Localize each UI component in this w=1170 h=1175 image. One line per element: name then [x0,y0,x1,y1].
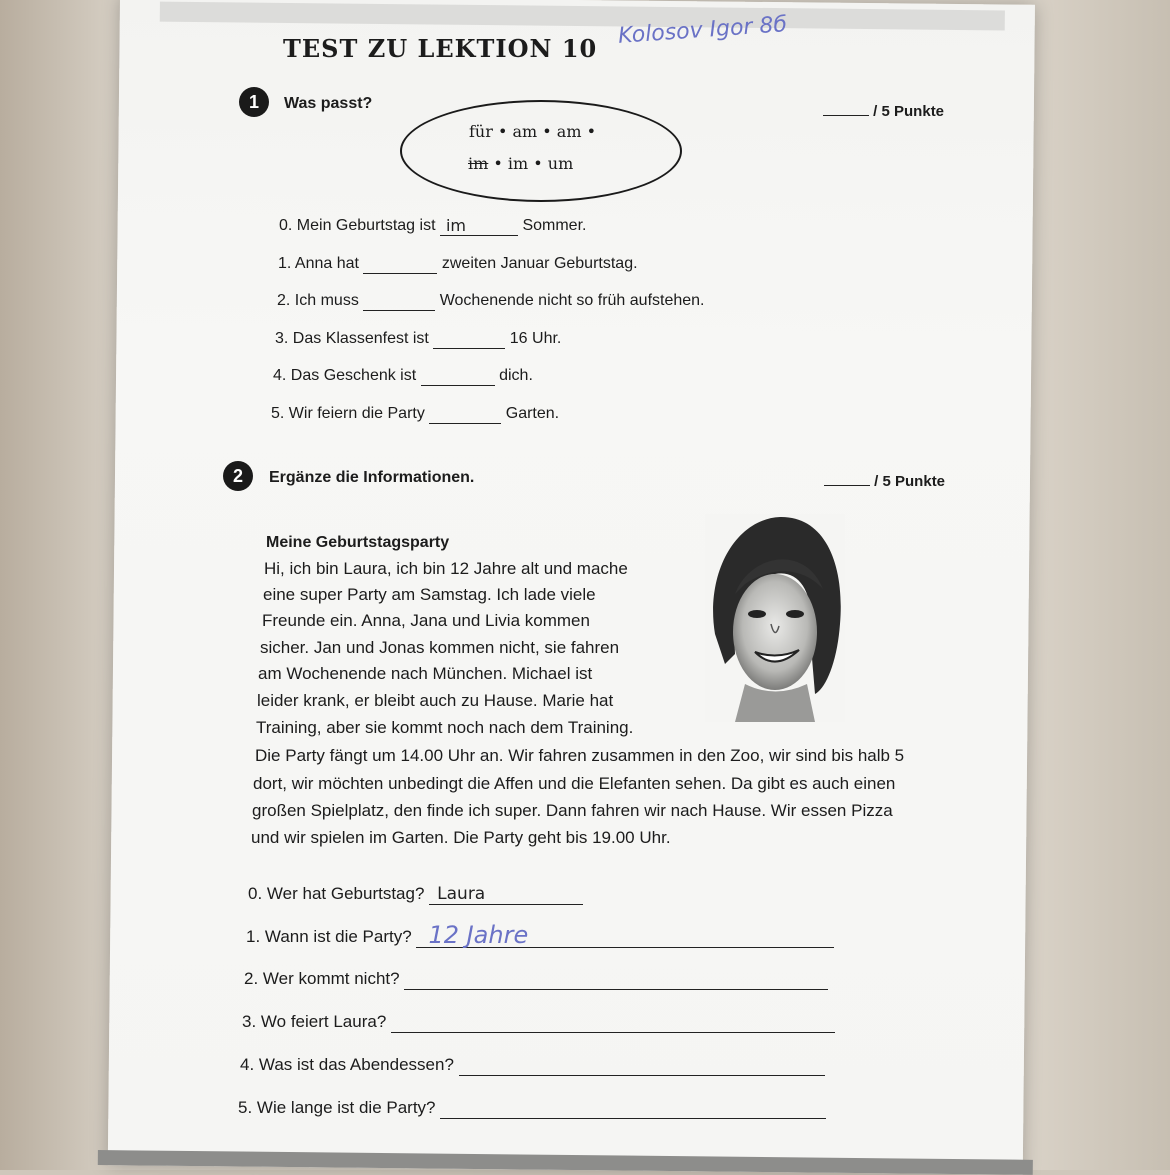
question-number: 3. [242,1012,257,1031]
exercise-1-instruction: Was passt? [284,95,373,112]
answer-line[interactable] [459,1055,825,1076]
question-text: Wie lange ist die Party? [256,1098,436,1117]
story-line: Hi, ich bin Laura, ich bin 12 Jahre alt und mache [264,559,628,578]
item-text-before: Das Klassenfest ist [292,330,429,347]
story-title: Meine Geburtstagsparty [266,534,450,551]
story-line: dort, wir möchten unbedingt die Affen und die Elefanten sehen. Da gibt es auch einen [253,774,896,793]
answer-line[interactable] [416,921,834,949]
answer-line[interactable] [429,884,583,905]
word-box-struck-word: im [468,154,489,173]
exercise-2-points [824,473,945,490]
story-line: Freunde ein. Anna, Jana und Livia kommen [262,611,590,630]
ex1-item-1 [278,255,638,274]
question-text: Wo feiert Laura? [260,1012,387,1031]
scan-shadow-top [160,2,1005,31]
exercise-1-points [823,103,944,120]
handwritten-name: Kolosov Igor 8б [617,12,788,49]
points-blank[interactable] [823,115,869,116]
ex1-item-2 [277,292,705,311]
item-number: 4. [273,367,287,384]
word-box-line2 [468,154,573,173]
story-line: sicher. Jan und Jonas kommen nicht, sie fahren [260,638,620,657]
scan-shadow-bottom [98,1150,1033,1175]
girl-portrait-photo [705,514,845,722]
item-text-after: 16 Uhr. [509,330,562,347]
question-text: Wer hat Geburtstag? [266,884,425,903]
answer-text: Laura [437,884,486,904]
item-text-before: Wir feiern die Party [288,405,425,422]
item-number: 5. [271,405,285,422]
word-box-oval [400,100,682,202]
ex2-question-2 [244,969,828,990]
story-line: und wir spielen im Garten. Die Party geht bis 19.00 Uhr. [251,828,671,847]
question-number: 4. [240,1055,255,1074]
item-text-before: Ich muss [294,292,359,309]
item-text-after: Wochenende nicht so früh aufstehen. [439,292,705,309]
exercise-2-instruction: Ergänze die Informationen. [269,469,475,486]
story-line: Training, aber sie kommt noch nach dem Training. [256,718,634,737]
exercise-2-number-badge: 2 [223,461,253,491]
answer-blank[interactable] [433,330,505,349]
question-number: 1. [246,927,261,946]
question-number: 5. [238,1098,253,1117]
ex1-item-5 [271,405,559,424]
question-number: 0. [248,884,263,903]
ex1-item-0 [279,217,586,236]
page-title: TEST ZU LEKTION 10 [283,34,598,63]
exercise-1-number-badge: 1 [239,87,269,117]
answer-blank[interactable] [440,217,518,236]
answer-line[interactable] [404,969,828,990]
word-box-line1: für • am • am • [469,122,597,141]
question-text: Wann ist die Party? [264,927,412,946]
ex1-item-3 [275,330,561,349]
question-text: Wer kommt nicht? [262,969,400,988]
story-line: großen Spielplatz, den finde ich super. Dann fahren wir nach Hause. Wir essen Pizza [252,801,893,820]
ex2-question-0 [248,884,583,905]
item-text-after: zweiten Januar Geburtstag. [441,255,638,272]
answer-text: im [445,216,467,235]
item-number: 1. [278,255,292,272]
points-label: / 5 Punkte [873,103,945,120]
item-text-before: Das Geschenk ist [290,367,417,384]
points-label: / 5 Punkte [874,473,946,490]
ex2-question-3 [242,1012,835,1033]
answer-blank[interactable] [429,405,501,424]
ex1-item-4 [273,367,533,386]
item-text-before: Anna hat [294,255,359,272]
item-text-after: Garten. [505,405,560,422]
answer-blank[interactable] [363,255,437,274]
ex2-question-5 [238,1098,826,1119]
item-text-after: dich. [499,367,533,384]
item-text-after: Sommer. [522,217,587,234]
ex2-question-1 [246,921,834,949]
question-text: Was ist das Abendessen? [258,1055,454,1074]
answer-blank[interactable] [421,367,495,386]
answer-line[interactable] [440,1098,826,1119]
answer-line[interactable] [391,1012,835,1033]
item-number: 3. [275,330,289,347]
question-number: 2. [244,969,259,988]
handwritten-answer: 12 Jahre [428,921,529,949]
word-box-line2-rest: • im • um [488,154,574,173]
story-line: am Wochenende nach München. Michael ist [258,664,593,683]
ex2-question-4 [240,1055,825,1076]
story-line: leider krank, er bleibt auch zu Hause. Marie hat [257,691,614,710]
answer-blank[interactable] [363,292,435,311]
story-line: eine super Party am Samstag. Ich lade viele [263,585,596,604]
points-blank[interactable] [824,485,870,486]
item-number: 2. [277,292,291,309]
item-number: 0. [279,217,293,234]
story-line: Die Party fängt um 14.00 Uhr an. Wir fahren zusammen in den Zoo, wir sind bis halb 5 [255,746,905,765]
item-text-before: Mein Geburtstag ist [296,217,436,234]
